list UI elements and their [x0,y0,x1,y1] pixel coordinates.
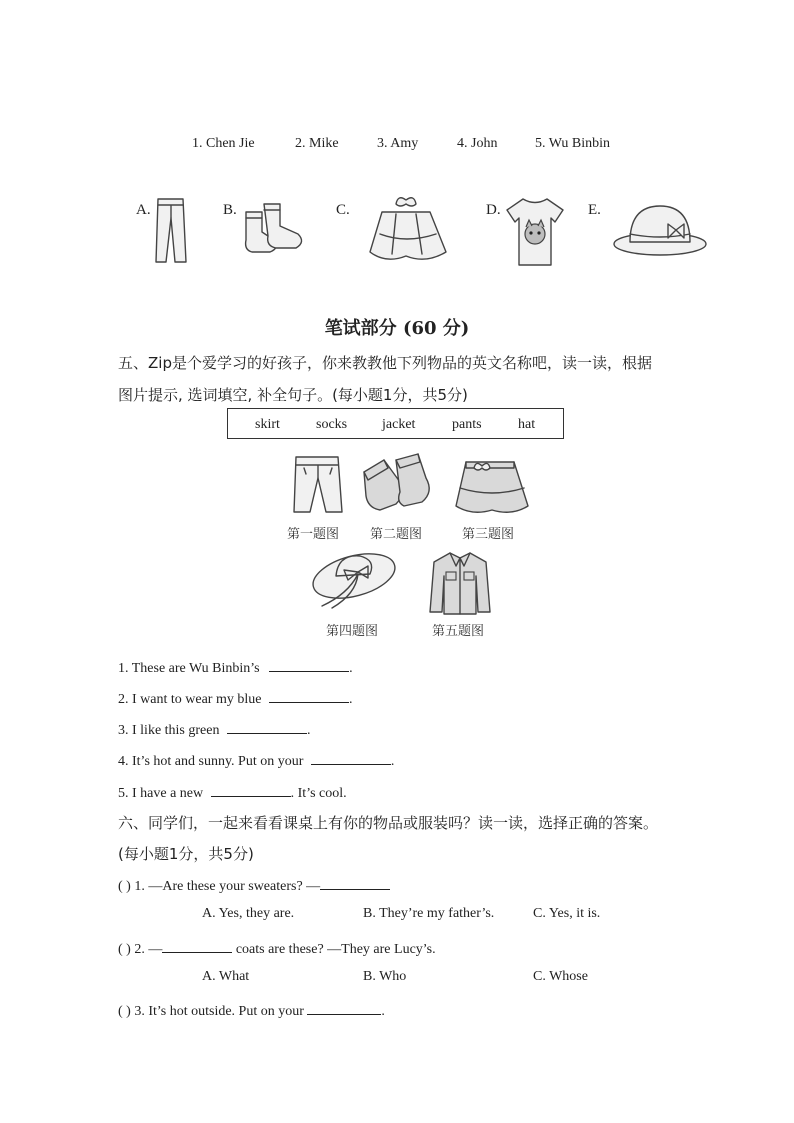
answer-blank[interactable] [269,657,349,672]
answer-paren[interactable]: ( ) [118,879,131,894]
answer-paren[interactable]: ( ) [118,1004,131,1019]
word-bank-item: pants [452,417,482,432]
question-text: 2. I want to wear my blue [118,692,262,707]
option-e-label: E. [588,202,601,218]
option-d-label: D. [486,202,501,218]
question-text: 3. I like this green [118,723,220,738]
part6-question-1 [118,875,390,895]
hat-icon [610,200,710,260]
section-title: 笔试部分 (60 分) [324,318,470,339]
question-end: . [306,723,311,738]
option-b-label: B. [223,202,237,218]
name-1: 1. Chen Jie [192,136,255,151]
part5-question-3 [118,719,310,739]
answer-blank[interactable] [162,938,232,953]
pants-icon [153,196,189,266]
word-bank-item: jacket [382,417,416,432]
answer-blank[interactable] [211,782,291,797]
caption-1: 第一题图 [287,527,340,542]
tshirt-icon [505,196,565,268]
pants-icon [290,454,346,516]
name-3: 3. Amy [377,136,419,151]
word-bank-item: socks [316,417,348,432]
word-bank-item: skirt [255,417,280,432]
answer-blank[interactable] [311,750,391,765]
part6-instruction-line2: (每小题1分，共5分) [118,845,254,863]
option-b[interactable]: B. Who [363,969,407,984]
word-bank [227,408,564,439]
socks-icon [240,198,310,256]
question-end: . [349,661,353,676]
word-bank-item: hat [518,417,536,432]
question-end: . [348,692,353,707]
name-4: 4. John [457,136,498,151]
jacket-icon [428,550,492,616]
part6-question-3 [118,1000,385,1020]
option-b[interactable]: B. They’re my father’s. [363,906,495,921]
answer-blank[interactable] [227,719,307,734]
question-text: 5. I have a new [118,786,204,801]
name-2: 2. Mike [295,136,339,151]
part5-instruction-line1: 五、Zip是个爱学习的好孩子，你来教教他下列物品的英文名称吧，读一读，根据 [118,354,652,372]
skirt-icon [366,194,450,266]
part5-instruction-line2: 图片提示, 选词填空, 补全句子。(每小题1分，共5分) [118,386,468,404]
part5-question-4 [118,750,394,770]
part5-question-5 [118,782,347,802]
caption-3: 第三题图 [462,527,515,542]
part6-instruction-line1: 六、同学们，一起来看看课桌上有你的物品或服装吗？读一读，选择正确的答案。 [118,814,659,832]
option-c[interactable]: C. Whose [533,969,588,984]
question-end: . It’s cool. [290,786,347,801]
option-a[interactable]: A. Yes, they are. [202,906,295,921]
question-text: 1. —Are these your sweaters? — [134,879,321,894]
skirt-icon [452,452,532,518]
question-text: 2. — [134,942,163,957]
question-text: 1. These are Wu Binbin’s [118,661,260,676]
option-c[interactable]: C. Yes, it is. [533,906,601,921]
caption-4: 第四题图 [326,624,379,639]
question-text-end: coats are these? —They are Lucy’s. [232,942,436,957]
option-c-label: C. [336,202,350,218]
part5-question-1 [118,657,353,677]
question-end: . [390,754,395,769]
option-a-label: A. [136,202,151,218]
question-text: 3. It’s hot outside. Put on your [134,1004,304,1019]
answer-blank[interactable] [269,688,349,703]
question-end: . [381,1004,385,1019]
answer-blank[interactable] [320,875,390,890]
name-5: 5. Wu Binbin [535,136,611,151]
option-a[interactable]: A. What [202,969,250,984]
question-text: 4. It’s hot and sunny. Put on your [118,754,304,769]
answer-blank[interactable] [307,1000,381,1015]
caption-2: 第二题图 [370,527,423,542]
hat-icon [308,548,400,612]
caption-5: 第五题图 [432,624,485,639]
part6-question-2 [118,938,436,958]
answer-paren[interactable]: ( ) [118,942,131,957]
part5-question-2 [118,688,352,708]
socks-icon [360,452,440,514]
